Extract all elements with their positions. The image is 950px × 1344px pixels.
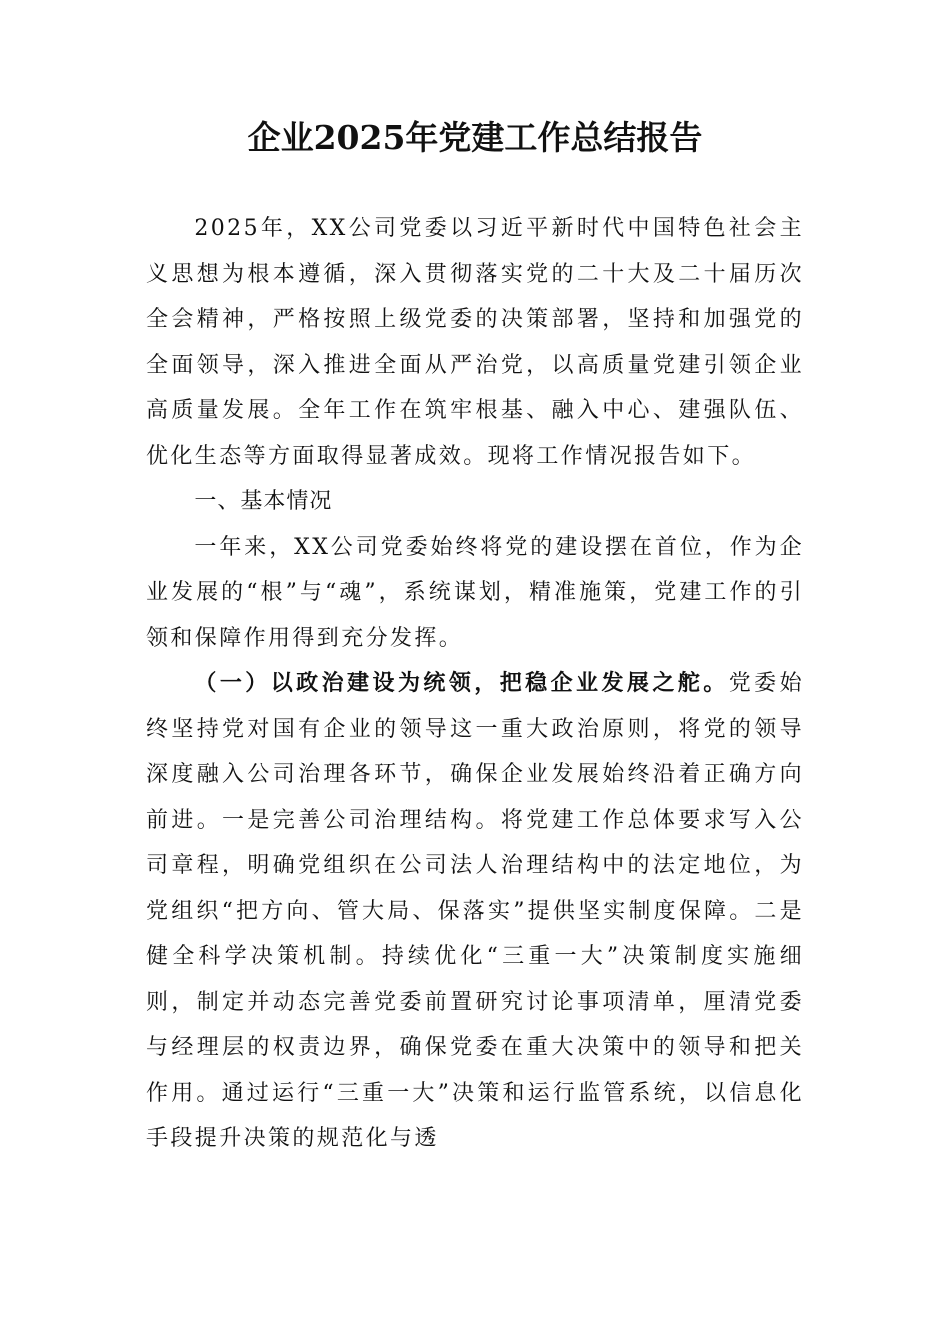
intro-paragraph: 2025年，XX公司党委以习近平新时代中国特色社会主义思想为根本遵循，深入贯彻落实党的二十大及二十届历次全会精神，严格按照上级党委的决策部署，坚持和加强党的全面领导，深入推进全面从严治党，以高质量党建引领企业高质量发展。全年工作在筑牢根基、融入中心、建强队伍、优化生态等方面取得显著成效。现将工作情况报告如下。 xyxy=(146,216,804,469)
subsection-lead: （一）以政治建设为统领，把稳企业发展之舵。 xyxy=(194,670,729,696)
section-paragraph: 一年来，XX公司党委始终将党的建设摆在首位，作为企业发展的“根”与“魂”，系统谋划，精准施策，党建工作的引领和保障作用得到充分发挥。 xyxy=(146,534,804,651)
subsection-text: 党委始终坚持党对国有企业的领导这一重大政治原则，将党的领导深度融入公司治理各环节，确保企业发展始终沿着正确方向前进。一是完善公司治理结构。将党建工作总体要求写入公司章程，明确党组织在公司法人治理结构中的法定地位，为党组织“把方向、管大局、保落实”提供坚实制度保障。二是健全科学决策机制。持续优化“三重一大”决策制度实施细则，制定并动态完善党委前置研究讨论事项清单，厘清党委与经理层的权责边界，确保党委在重大决策中的领导和把关作用。通过运行“三重一大”决策和运行监管系统，以信息化手段提升决策的规范化与透 xyxy=(146,671,805,1151)
document-body xyxy=(146,206,804,1162)
document-title: 企业2025年党建工作总结报告 xyxy=(247,118,703,157)
section-heading-basic-situation: 一、基本情况 xyxy=(194,489,333,514)
subsection-paragraph xyxy=(146,661,804,1162)
